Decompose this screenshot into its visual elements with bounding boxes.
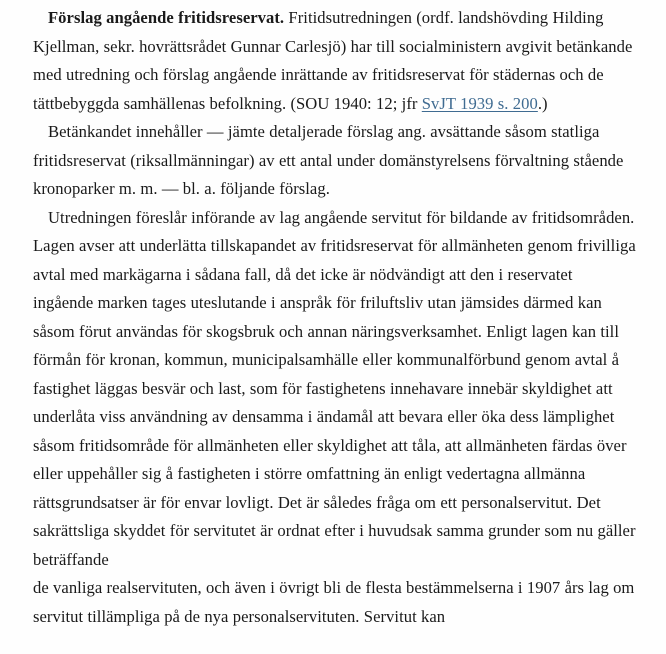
paragraph-realservituten: de vanliga realservituten, och även i övrigt bli de flesta bestämmelserna i 1907 års lag om servitut tillämpliga på de nya personalservituten. Servitut kan [33, 578, 635, 626]
lead-in-bold-text: Förslag angående fritidsreservat. [48, 8, 285, 27]
paragraph-intro [33, 4, 637, 118]
paragraph-intro-text-before-link: Fritidsutredningen (ordf. landshövding Hilding Kjellman, sekr. hovrättsrådet Gunnar Carlesjö) har till socialministern avgivit betänkande med utredning och förslag angående inrättande av fritidsreservat för städernas och de tättbebyggda samhällenas befolkning. (SOU 1940: 12; jfr [33, 8, 633, 113]
paragraph-betankandet: Betänkandet innehåller — jämte detaljerade förslag ang. avsättande såsom statliga fritidsreservat (riksallmänningar) av ett antal under domänstyrelsens förvaltning stående kronoparker m. m. — bl. a. följande förslag. [33, 122, 624, 198]
svjt-reference-link[interactable]: SvJT 1939 s. 200 [421, 93, 538, 113]
paragraph-intro-text-after-link: .) [537, 93, 548, 113]
paragraph-utredningen: Utredningen föreslår införande av lag angående servitut för bildande av fritidsområden. Lagen avser att underlätta tillskapandet av fritidsreservat för allmänheten genom frivilliga avtal med markägarna i sådana fall, då det icke är nödvändigt att den i reservatet ingående marken tages uteslutande i anspråk för friluftsliv utan jämsides därmed kan såsom förut användas för skogsbruk och annan näringsverksamhet. Enligt lagen kan till förmån för kronan, kommun, municipalsamhälle eller kommunalförbund genom avtal å fastighet läggas besvär och last, som för fastighetens innehavare innebär skyldighet att underlåta viss användning av densamma i ändamål att bevara eller öka dess lämplighet såsom fritidsområde för allmänheten eller skyldighet att tåla, att allmänheten färdas över eller uppehåller sig å fastigheten i större omfattning än enligt vedertagna allmänna rättsgrundsatser är för envar lovligt. Det är således fråga om ett personalservitut. Det sakrättsliga skyddet för servitutet är ordnat efter i huvudsak samma grunder som nu gäller beträffande [33, 207, 636, 569]
